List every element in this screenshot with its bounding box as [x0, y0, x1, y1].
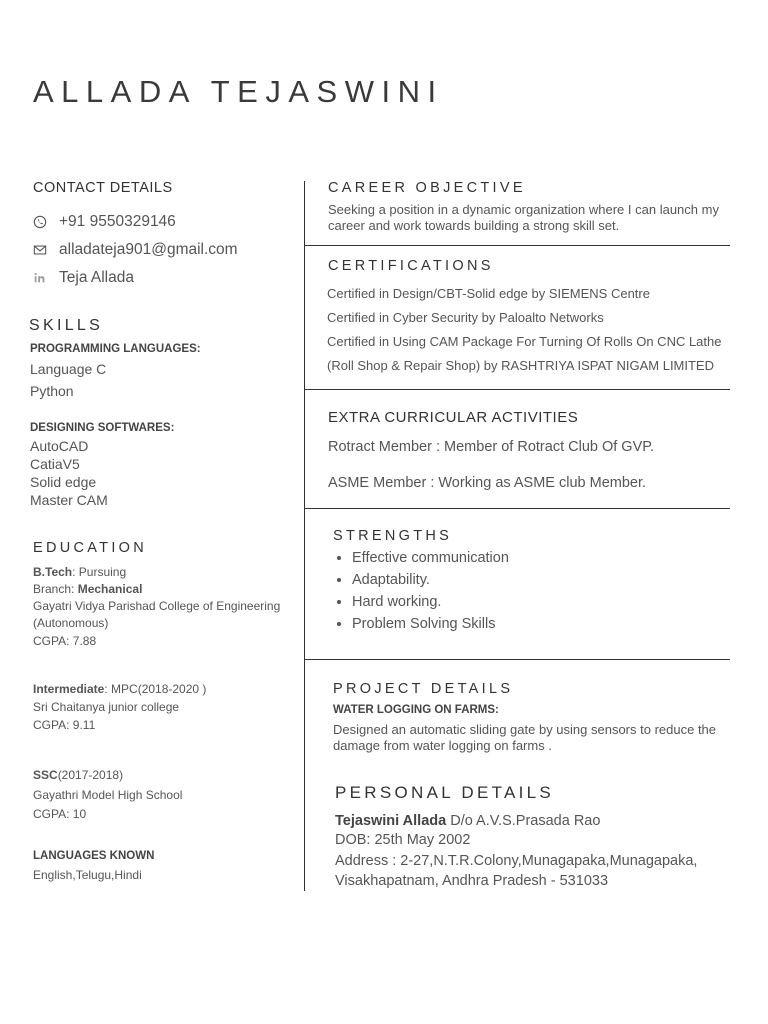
skill-item: Python [30, 383, 74, 399]
inter-college: Sri Chaitanya junior college [33, 700, 180, 714]
btech-status: : Pursuing [72, 565, 127, 579]
certification-item: Certified in Using CAM Package For Turning Of Rolls On CNC Lathe [327, 334, 722, 349]
education-title: EDUCATION [33, 540, 148, 556]
skill-item: Language C [30, 361, 107, 377]
languages-label: LANGUAGES KNOWN [33, 850, 155, 862]
personal-parent: D/o A.V.S.Prasada Rao [446, 813, 601, 829]
branch-value: Mechanical [77, 582, 143, 596]
strength-item: • Problem Solving Skills [352, 616, 509, 632]
linkedin-name: Teja Allada [59, 269, 134, 286]
personal-name: Tejaswini Allada [335, 813, 447, 829]
inter-cgpa: CGPA: 9.11 [33, 718, 96, 732]
candidate-name: ALLADA TEJASWINI [33, 74, 444, 109]
btech-cgpa: CGPA: 7.88 [33, 634, 97, 648]
certification-item: Certified in Cyber Security by Paloalto Networks [327, 310, 604, 325]
programming-label: PROGRAMMING LANGUAGES: [30, 343, 201, 355]
personal-dob: DOB: 25th May 2002 [335, 832, 471, 848]
certifications-title: CERTIFICATIONS [328, 258, 494, 274]
branch-label: Branch: [33, 582, 78, 596]
inter-label: Intermediate [33, 682, 105, 696]
inter-detail: : MPC(2018-2020 ) [104, 682, 207, 696]
strength-item: • Adaptability. [352, 572, 509, 588]
section-divider [304, 245, 730, 246]
contact-phone[interactable] [33, 213, 176, 231]
branch-line [33, 581, 142, 598]
career-text: Seeking a position in a dynamic organization where I can launch my career and work towards building a strong skill set. [328, 202, 719, 233]
software-item: CatiaV5 [30, 456, 80, 472]
designing-label: DESIGNING SOFTWARES: [30, 422, 175, 434]
personal-title: PERSONAL DETAILS [335, 783, 555, 802]
certification-item: Certified in Design/CBT-Solid edge by SIEMENS Centre [327, 286, 650, 301]
extra-title: EXTRA CURRICULAR ACTIVITIES [328, 409, 579, 426]
contact-linkedin[interactable] [33, 269, 134, 287]
extra-item: Rotract Member : Member of Rotract Club Of GVP. [328, 439, 655, 455]
section-divider [304, 659, 730, 660]
project-title: PROJECT DETAILS [333, 681, 514, 697]
column-divider [304, 181, 305, 891]
ssc-line [33, 767, 123, 784]
strengths-title: STRENGTHS [333, 528, 453, 544]
software-item: Solid edge [30, 474, 97, 490]
ssc-label: SSC [33, 768, 58, 782]
ssc-cgpa: CGPA: 10 [33, 807, 87, 821]
phone-number: +91 9550329146 [59, 213, 176, 230]
mail-icon [33, 243, 47, 257]
certification-item: (Roll Shop & Repair Shop) by RASHTRIYA ISPAT NIGAM LIMITED [327, 358, 714, 373]
career-title: CAREER OBJECTIVE [328, 180, 526, 196]
project-name: WATER LOGGING ON FARMS: [333, 704, 499, 716]
contact-email[interactable] [33, 241, 238, 259]
languages-value: English,Telugu,Hindi [33, 868, 142, 882]
phone-icon [33, 215, 47, 229]
software-item: AutoCAD [30, 438, 89, 454]
personal-address: Address : 2-27,N.T.R.Colony,Munagapaka,Munagapaka, Visakhapatnam, Andhra Pradesh - 531033 [335, 853, 698, 889]
strengths-list [333, 550, 509, 638]
college-name: Gayatri Vidya Parishad College of Engineering (Autonomous) [33, 599, 281, 630]
extra-item: ASME Member : Working as ASME club Member. [328, 475, 647, 491]
btech-line [33, 564, 126, 581]
section-divider [304, 508, 730, 509]
contact-title: CONTACT DETAILS [33, 180, 173, 196]
skills-title: SKILLS [29, 317, 104, 334]
inter-line [33, 681, 206, 698]
ssc-school: Gayathri Model High School [33, 788, 183, 802]
strength-item: • Hard working. [352, 594, 509, 610]
linkedin-icon [33, 271, 47, 285]
btech-label: B.Tech [33, 565, 73, 579]
section-divider [304, 389, 730, 390]
project-text: Designed an automatic sliding gate by using sensors to reduce the damage from water logging on farms . [333, 722, 717, 753]
ssc-years: (2017-2018) [57, 768, 124, 782]
email-address: alladateja901@gmail.com [59, 241, 238, 258]
software-item: Master CAM [30, 492, 108, 508]
strength-item: • Effective communication [352, 550, 509, 566]
personal-name-line [335, 813, 600, 829]
